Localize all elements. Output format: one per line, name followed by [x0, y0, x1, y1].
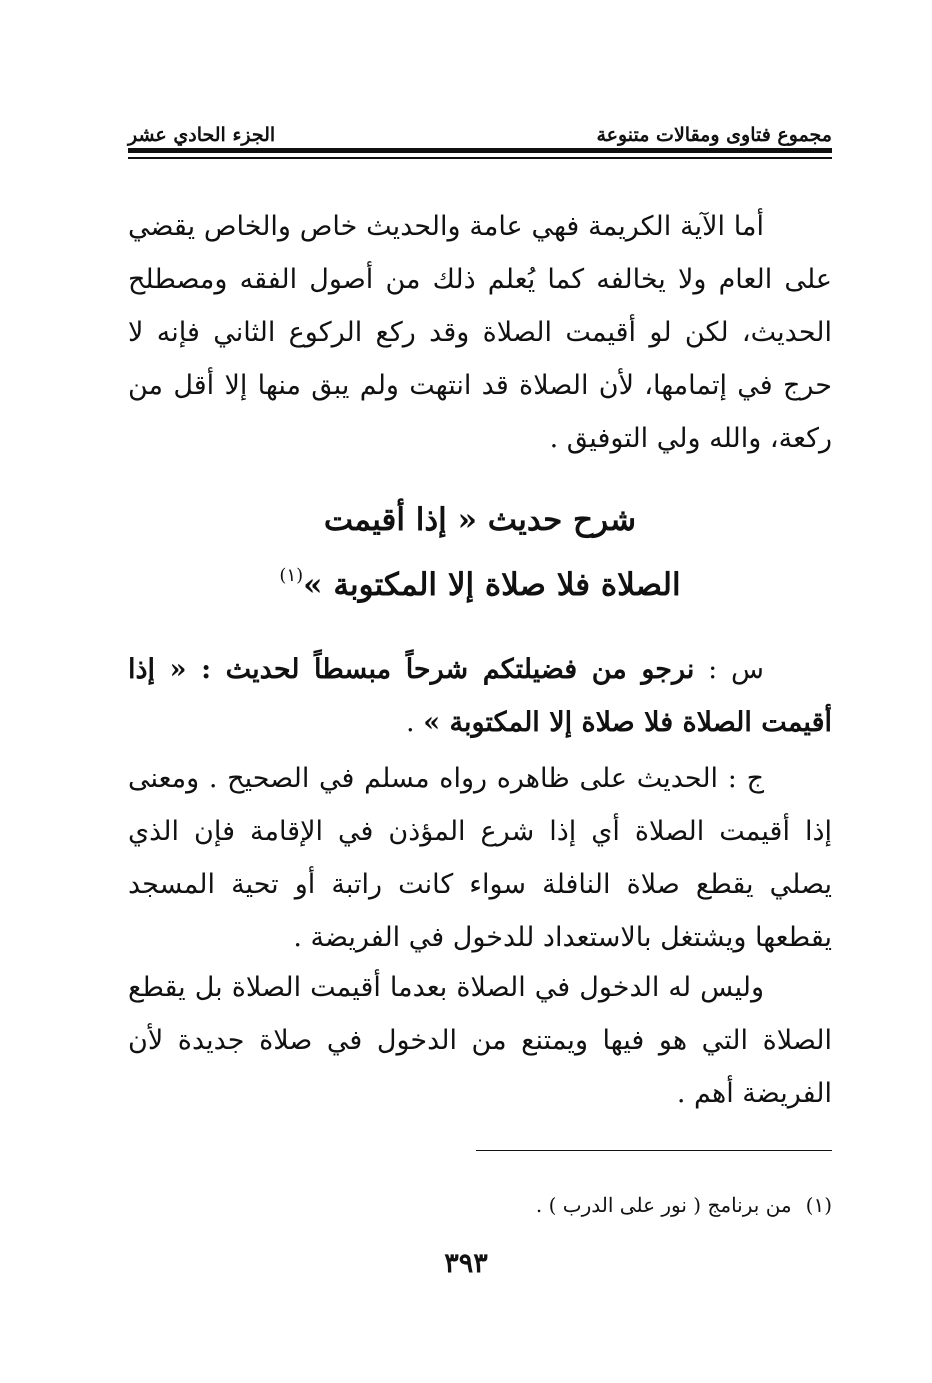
section-title-line2: الصلاة فلا صلاة إلا المكتوبة »: [303, 567, 681, 603]
footnote-rule: [476, 1150, 832, 1151]
section-title: [128, 492, 832, 613]
page-number: ٣٩٣: [444, 1248, 488, 1279]
footnote-ref: (١): [279, 565, 304, 586]
section-title-line1: شرح حديث « إذا أقيمت: [323, 502, 637, 538]
intro-paragraph: أما الآية الكريمة فهي عامة والحديث خاص والخاص يقضي على العام ولا يخالفه كما يُعلم ذلك من أصول الفقه ومصطلح الحديث، لكن لو أقيمت الصلاة وقد ركع الركوع الثاني فإنه لا حرج في إتمامها، لأن الصلاة قد انتهت ولم يبق منها إلا أقل من ركعة، والله ولي التوفيق .: [128, 211, 832, 454]
volume-label: الجزء الحادي عشر: [128, 124, 276, 146]
question-prefix: س :: [708, 654, 764, 685]
answer-paragraph-1: ج : الحديث على ظاهره رواه مسلم في الصحيح . ومعنى إذا أقيمت الصلاة أي إذا شرع المؤذن في الإقامة فإن الذي يصلي يقطع صلاة النافلة سواء كانت راتبة أو تحية المسجد يقطعها ويشتغل بالاستعداد للدخول في الفريضة .: [128, 763, 832, 953]
footnote: [128, 1190, 832, 1220]
book-title: مجموع فتاوى ومقالات متنوعة: [596, 124, 832, 146]
header-rule-thick: [128, 148, 832, 153]
header-rule-thin: [128, 157, 832, 159]
footnote-text: من برنامج ( نور على الدرب ) .: [535, 1193, 792, 1217]
question-paragraph: [128, 643, 832, 749]
question-text: نرجو من فضيلتكم شرحاً مبسطاً لحديث : « إذا أقيمت الصلاة فلا صلاة إلا المكتوبة »: [128, 654, 832, 738]
answer-paragraph-2: وليس له الدخول في الصلاة بعدما أقيمت الصلاة بل يقطع الصلاة التي هو فيها ويمتنع من الدخول في صلاة جديدة لأن الفريضة أهم .: [128, 972, 832, 1109]
running-header: [128, 112, 832, 146]
question-end: .: [406, 707, 424, 738]
footnote-mark: (١): [805, 1193, 832, 1217]
